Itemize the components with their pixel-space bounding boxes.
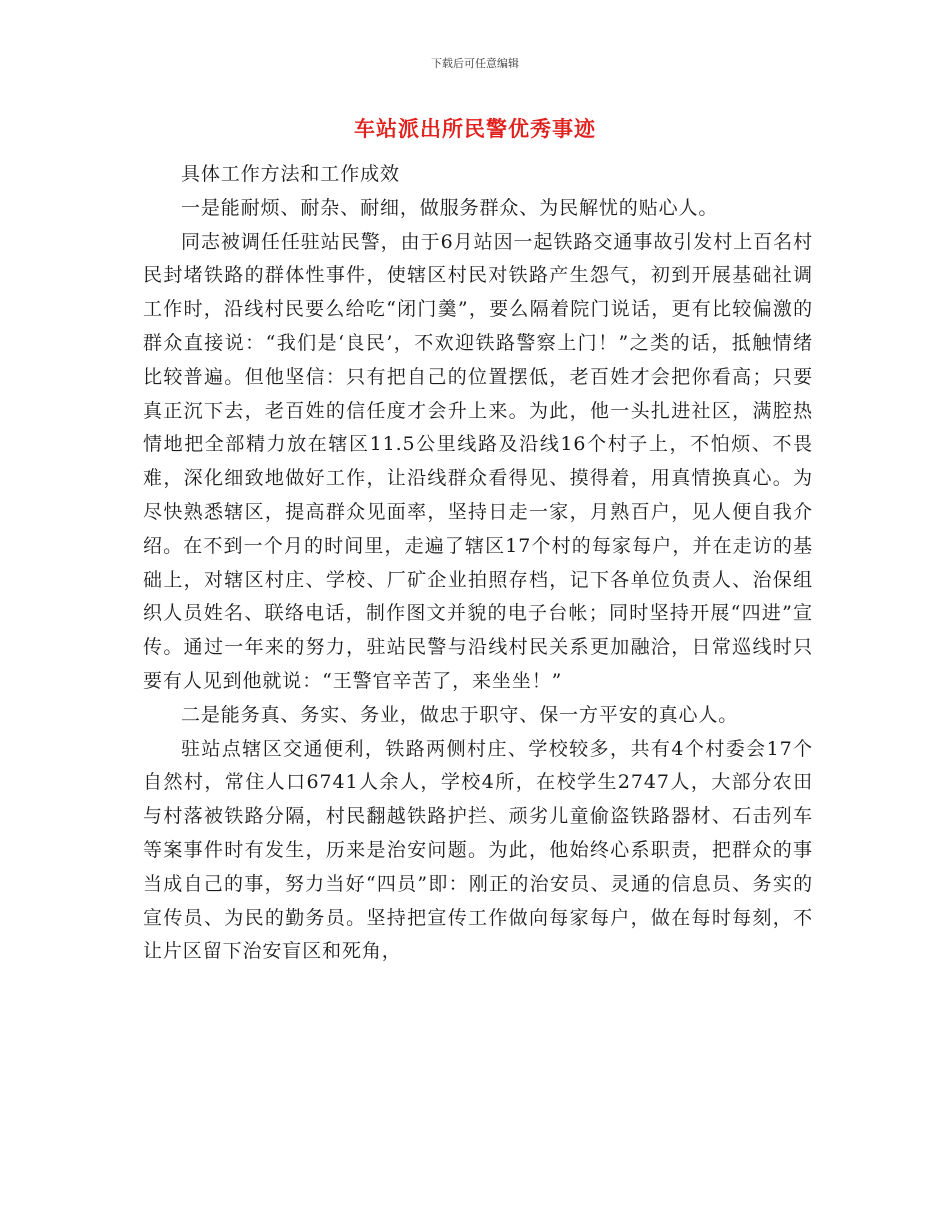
paragraph-section-heading: 具体工作方法和工作成效 <box>181 163 400 185</box>
paragraph-point-one: 一是能耐烦、耐杂、耐细，做服务群众、为民解忧的贴心人。 <box>181 196 719 219</box>
header-note: 下载后可任意编辑 <box>431 57 519 70</box>
document-body <box>143 158 813 969</box>
paragraph-point-two-detail: 驻站点辖区交通便利，铁路两侧村庄、学校较多，共有4个村委会17个自然村，常住人口6741人余人，学校4所，在校学生2747人，大部分农田与村落被铁路分隔，村民翻越铁路护拦、顽劣儿童偷盗铁路器材、石击列车等案事件时有发生，历来是治安问题。为此，他始终心系职责，把群众的事当成自己的事，努力当好“四员”即：刚正的治安员、灵通的信息员、务实的宣传员、为民的勤务员。坚持把宣传工作做向每家每户，做在每时每刻，不让片区留下治安盲区和死角， <box>143 737 813 963</box>
paragraph-point-one-detail: 同志被调任任驻站民警，由于6月站因一起铁路交通事故引发村上百名村民封堵铁路的群体性事件，使辖区村民对铁路产生怨气，初到开展基础社调工作时，沿线村民要么给吃“闭门羹”，要么隔着院门说话，更有比较偏激的群众直接说：“我们是‘良民’，不欢迎铁路警察上门！”之类的话，抵触情绪比较普遍。但他坚信：只有把自己的位置摆低，老百姓才会把你看高；只要真正沉下去，老百姓的信任度才会升上来。为此，他一头扎进社区，满腔热情地把全部精力放在辖区11.5公里线路及沿线16个村子上，不怕烦、不畏难，深化细致地做好工作，让沿线群众看得见、摸得着，用真情换真心。为尽快熟悉辖区，提高群众见面率，坚持日走一家，月熟百户，见人便自我介绍。在不到一个月的时间里，走遍了辖区17个村的每家每户，并在走访的基础上，对辖区村庄、学校、厂矿企业拍照存档，记下各单位负责人、治保组织人员姓名、联络电话，制作图文并貌的电子台帐；同时坚持开展“四进”宣传。通过一年来的努力，驻站民警与沿线村民关系更加融洽，日常巡线时只要有人见到他就说：“王警官辛苦了，来坐坐！” <box>143 230 813 692</box>
document-title: 车站派出所民警优秀事迹 <box>354 117 596 141</box>
paragraph-point-two: 二是能务真、务实、务业，做忠于职守、保一方平安的真心人。 <box>181 703 739 726</box>
